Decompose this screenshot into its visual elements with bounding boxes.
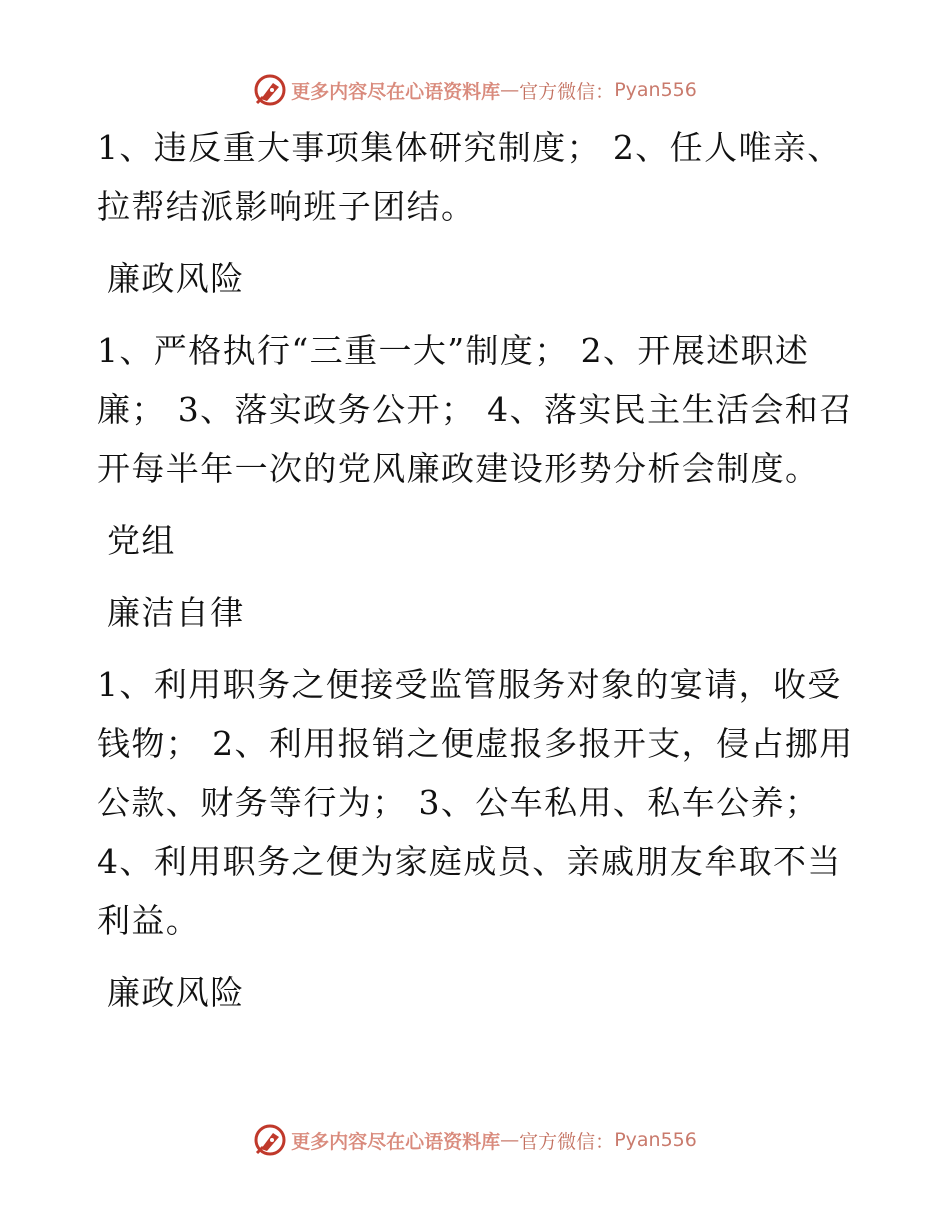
paragraph-risk-points-2: 1、利用职务之便接受监管服务对象的宴请，收受钱物； 2、利用报销之便虚报多报开支，侵占挪用公款、财务等行为； 3、公车私用、私车公养； 4、利用职务之便为家庭成员、亲戚朋友牟取不当利益。	[97, 665, 854, 940]
heading-party-group: 党组	[107, 521, 176, 560]
watermark-wechat-label: 官方微信：	[519, 80, 615, 103]
watermark-dash: —	[500, 1129, 520, 1151]
watermark-main-text: 更多内容尽在心语资料库	[291, 1130, 501, 1153]
pen-nib-logo-icon	[253, 1123, 287, 1157]
heading-integrity-risk-2: 廉政风险	[107, 973, 245, 1012]
document-body	[97, 118, 857, 1035]
paragraph-prevention-measures-1: 1、严格执行“三重一大”制度； 2、开展述职述廉； 3、落实政务公开； 4、落实民主生活会和召开每半年一次的党风廉政建设形势分析会制度。	[97, 331, 854, 488]
heading-self-discipline: 廉洁自律	[107, 593, 245, 632]
watermark-wechat-label: 官方微信：	[519, 1130, 615, 1153]
heading-integrity-risk-1: 廉政风险	[107, 259, 245, 298]
watermark-wechat-id: Pyan556	[614, 1129, 697, 1151]
watermark-main-text: 更多内容尽在心语资料库	[291, 80, 501, 103]
pen-nib-logo-icon	[253, 73, 287, 107]
watermark-dash: —	[500, 79, 520, 101]
paragraph-risk-points-1: 1、违反重大事项集体研究制度； 2、任人唯亲、拉帮结派影响班子团结。	[97, 128, 842, 226]
header-watermark	[0, 70, 950, 110]
footer-watermark	[0, 1120, 950, 1160]
watermark-wechat-id: Pyan556	[614, 79, 697, 101]
